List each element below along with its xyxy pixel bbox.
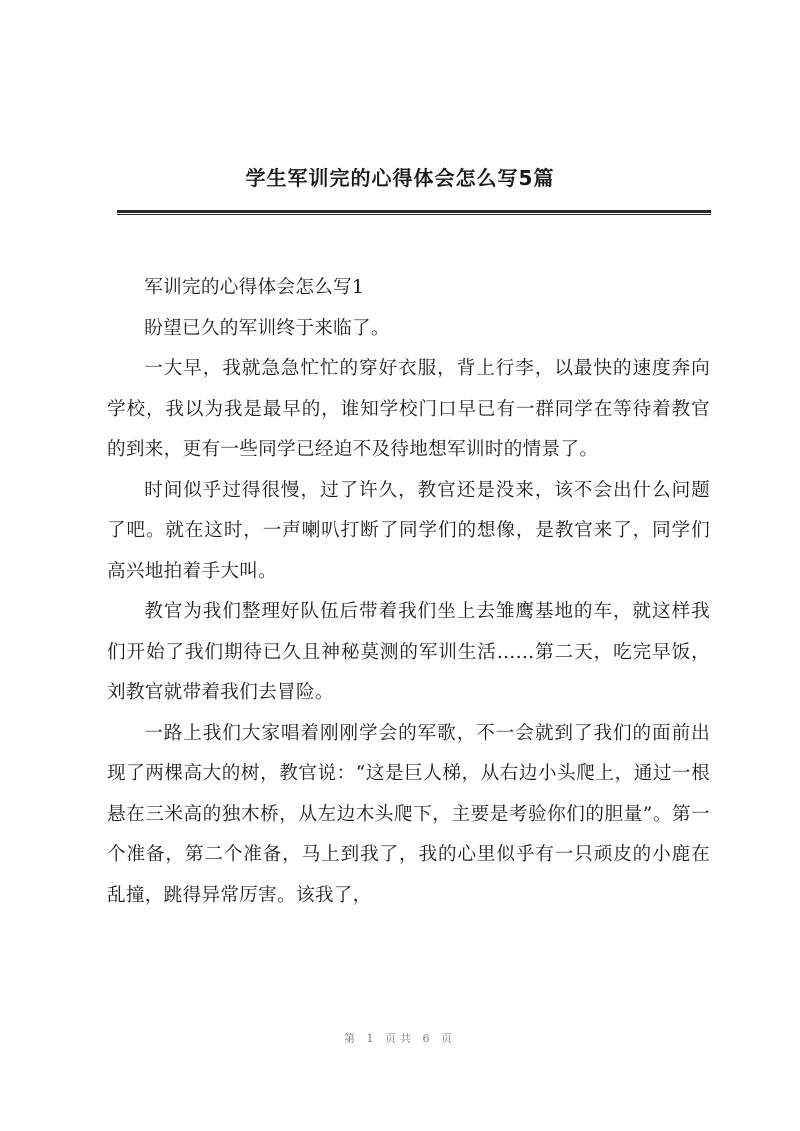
paragraph: 教官为我们整理好队伍后带着我们坐上去雏鹰基地的车，就这样我们开始了我们期待已久且神秘莫测的军训生活……第二天，吃完早饭，刘教官就带着我们去冒险。	[107, 601, 710, 703]
paragraph: 时间似乎过得很慢，过了许久，教官还是没来，该不会出什么问题了吧。就在这时，一声喇叭打断了同学们的想像，是教官来了，同学们高兴地拍着手大叫。	[107, 479, 710, 582]
footer-suffix: 页	[441, 1032, 456, 1045]
footer-page-number: 1	[366, 1032, 378, 1045]
paragraph: 一大早，我就急急忙忙的穿好衣服，背上行李，以最快的速度奔向学校，我以为我是最早的，谁知学校门口早已有一群同学在等待着教官的到来，更有一些同学已经迫不及待地想军训时的情景了。	[107, 358, 710, 460]
document-title: 学生军训完的心得体会怎么写5篇	[245, 166, 555, 190]
paragraph: 一路上我们大家唱着刚刚学会的军歌，不一会就到了我们的面前出现了两棵高大的树，教官说：“这是巨人梯，从右边小头爬上，通过一根悬在三米高的独木桥，从左边木头爬下，主要是考验你们的胆量”。第一个准备，第二个准备，马上到我了，我的心里似乎有一只顽皮的小鹿在乱撞，跳得异常厉害。该我了，	[107, 722, 710, 906]
title-divider	[117, 210, 711, 215]
footer-prefix: 第	[344, 1032, 359, 1045]
document-body	[107, 268, 710, 916]
footer-total-pages: 6	[422, 1032, 434, 1045]
page-footer	[0, 1030, 800, 1046]
section-heading: 军训完的心得体会怎么写1	[144, 277, 365, 298]
footer-middle: 页共	[385, 1032, 415, 1045]
paragraph: 盼望已久的军训终于来临了。	[144, 317, 390, 339]
